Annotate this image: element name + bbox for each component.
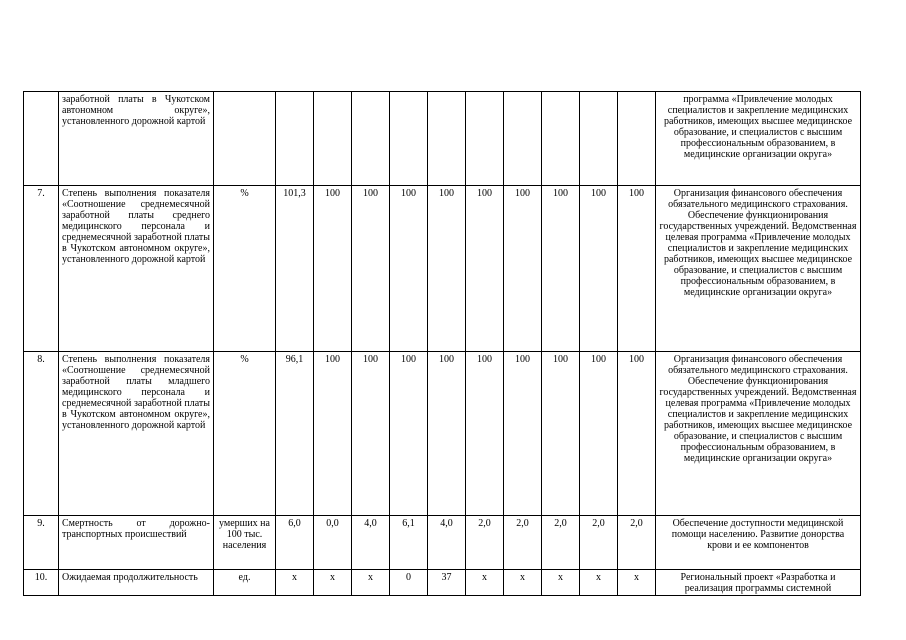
value-cell: 100 [542,352,580,516]
value-cell: 6,0 [276,516,314,570]
program-note-cell: Региональный проект «Разработка и реализация программы системной [656,570,861,596]
value-cell: 100 [504,186,542,352]
table-row [24,570,861,596]
table-row [24,516,861,570]
value-cell: x [580,570,618,596]
value-cell: 100 [352,186,390,352]
value-cell: 2,0 [618,516,656,570]
unit-cell: умерших на 100 тыс. населения [214,516,276,570]
indicator-name-cell: Ожидаемая продолжительность [59,570,214,596]
value-cell: 100 [428,352,466,516]
value-cell [428,92,466,186]
value-cell: 100 [390,186,428,352]
value-cell: 101,3 [276,186,314,352]
value-cell: 100 [390,352,428,516]
indicator-name-cell: Степень выполнения показателя «Соотношение среднемесячной заработной платы младшего медицинского персонала и среднемесячной заработной платы в Чукотском автономном округе», установленного дорожной картой [59,352,214,516]
value-cell [542,92,580,186]
value-cell: 100 [542,186,580,352]
value-cell: x [352,570,390,596]
value-cell [466,92,504,186]
value-cell: 100 [618,352,656,516]
program-note-cell: Организация финансового обеспечения обязательного медицинского страхования. Обеспечение функционирования государственных учреждений. Ведомственная целевая программа «Привлечение молодых специалистов и закрепление медицинских работников, имеющих высшее медицинское образование, и специалистов с высшим профессиональным образованием, в медицинские организации округа» [656,186,861,352]
row-number-cell [24,92,59,186]
value-cell: 4,0 [352,516,390,570]
value-cell: 0,0 [314,516,352,570]
value-cell: 100 [314,186,352,352]
value-cell: x [618,570,656,596]
value-cell [580,92,618,186]
value-cell: 100 [314,352,352,516]
value-cell [314,92,352,186]
value-cell: 2,0 [542,516,580,570]
value-cell: x [504,570,542,596]
indicator-name-cell: Степень выполнения показателя «Соотношение среднемесячной заработной платы среднего медицинского персонала и среднемесячной заработной платы в Чукотском автономном округе», установленного дорожной картой [59,186,214,352]
unit-cell: ед. [214,570,276,596]
value-cell [390,92,428,186]
value-cell: 2,0 [466,516,504,570]
value-cell: x [542,570,580,596]
row-number-cell: 8. [24,352,59,516]
value-cell: 37 [428,570,466,596]
program-note-cell: программа «Привлечение молодых специалистов и закрепление медицинских работников, имеющих высшее медицинское образование, и специалистов с высшим профессиональным образованием, в медицинские организации округа» [656,92,861,186]
value-cell [352,92,390,186]
value-cell: 2,0 [580,516,618,570]
value-cell: 100 [466,186,504,352]
value-cell: 0 [390,570,428,596]
program-note-cell: Организация финансового обеспечения обязательного медицинского страхования. Обеспечение функционирования государственных учреждений. Ведомственная целевая программа «Привлечение молодых специалистов и закрепление медицинских работников, имеющих высшее медицинское образование, и специалистов с высшим профессиональным образованием, в медицинские организации округа» [656,352,861,516]
value-cell [618,92,656,186]
value-cell: 96,1 [276,352,314,516]
program-note-cell: Обеспечение доступности медицинской помощи населению. Развитие донорства крови и ее компонентов [656,516,861,570]
value-cell: 100 [466,352,504,516]
indicators-table [23,91,861,596]
unit-cell: % [214,352,276,516]
unit-cell [214,92,276,186]
table-row [24,92,861,186]
row-number-cell: 7. [24,186,59,352]
indicator-name-cell: заработной платы в Чукотском автономном округе», установленного дорожной картой [59,92,214,186]
value-cell [504,92,542,186]
value-cell: x [314,570,352,596]
value-cell: 100 [504,352,542,516]
unit-cell: % [214,186,276,352]
table-row [24,186,861,352]
value-cell: 100 [618,186,656,352]
value-cell: 100 [580,186,618,352]
value-cell: x [466,570,504,596]
table-row [24,352,861,516]
row-number-cell: 10. [24,570,59,596]
indicator-name-cell: Смертность от дорожно-транспортных происшествий [59,516,214,570]
row-number-cell: 9. [24,516,59,570]
value-cell: x [276,570,314,596]
value-cell: 100 [352,352,390,516]
value-cell: 4,0 [428,516,466,570]
value-cell: 6,1 [390,516,428,570]
document-sheet [23,91,861,596]
value-cell: 100 [428,186,466,352]
value-cell [276,92,314,186]
value-cell: 2,0 [504,516,542,570]
value-cell: 100 [580,352,618,516]
